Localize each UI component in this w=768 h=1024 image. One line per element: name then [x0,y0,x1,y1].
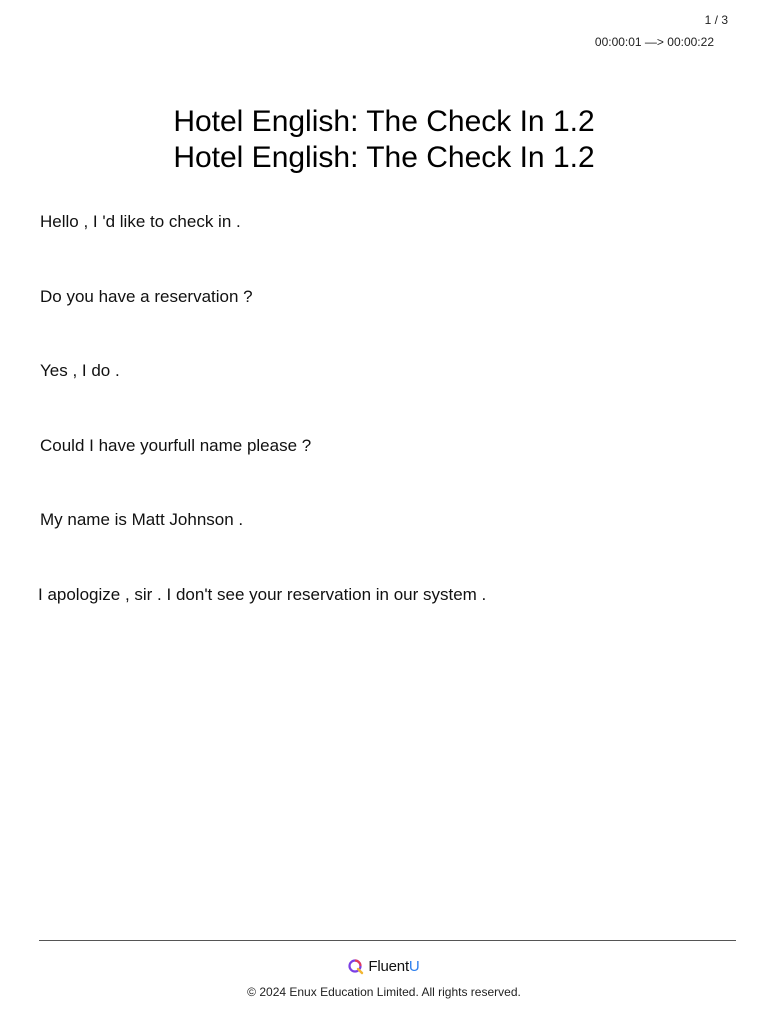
transcript-line: Do you have a reservation ? [40,286,253,306]
transcript-line: My name is Matt Johnson . [40,510,244,529]
transcript-line: Yes , I do . [40,361,120,380]
fluentu-logo-icon [348,959,364,975]
footer-logo [0,958,768,975]
brand-name [368,958,419,975]
brand-name-main: Fluent [368,958,409,975]
title-block [0,104,768,176]
page-subtitle: Hotel English: The Check In 1.2 [173,141,595,174]
page-counter: 1 / 3 [704,13,728,27]
copyright: © 2024 Enux Education Limited. All rights reserved. [247,985,521,999]
footer-divider [39,940,736,941]
transcript-line: I apologize , sir . I don't see your reservation in our system . [38,584,487,604]
timecode: 00:00:01 —> 00:00:22 [594,35,714,49]
transcript-line: Could I have yourfull name please ? [40,435,312,455]
transcript-lines [40,208,730,655]
transcript-line: Hello , I 'd like to check in . [40,212,241,231]
brand-name-accent: U [408,958,420,975]
page-title: Hotel English: The Check In 1.2 [173,105,595,138]
